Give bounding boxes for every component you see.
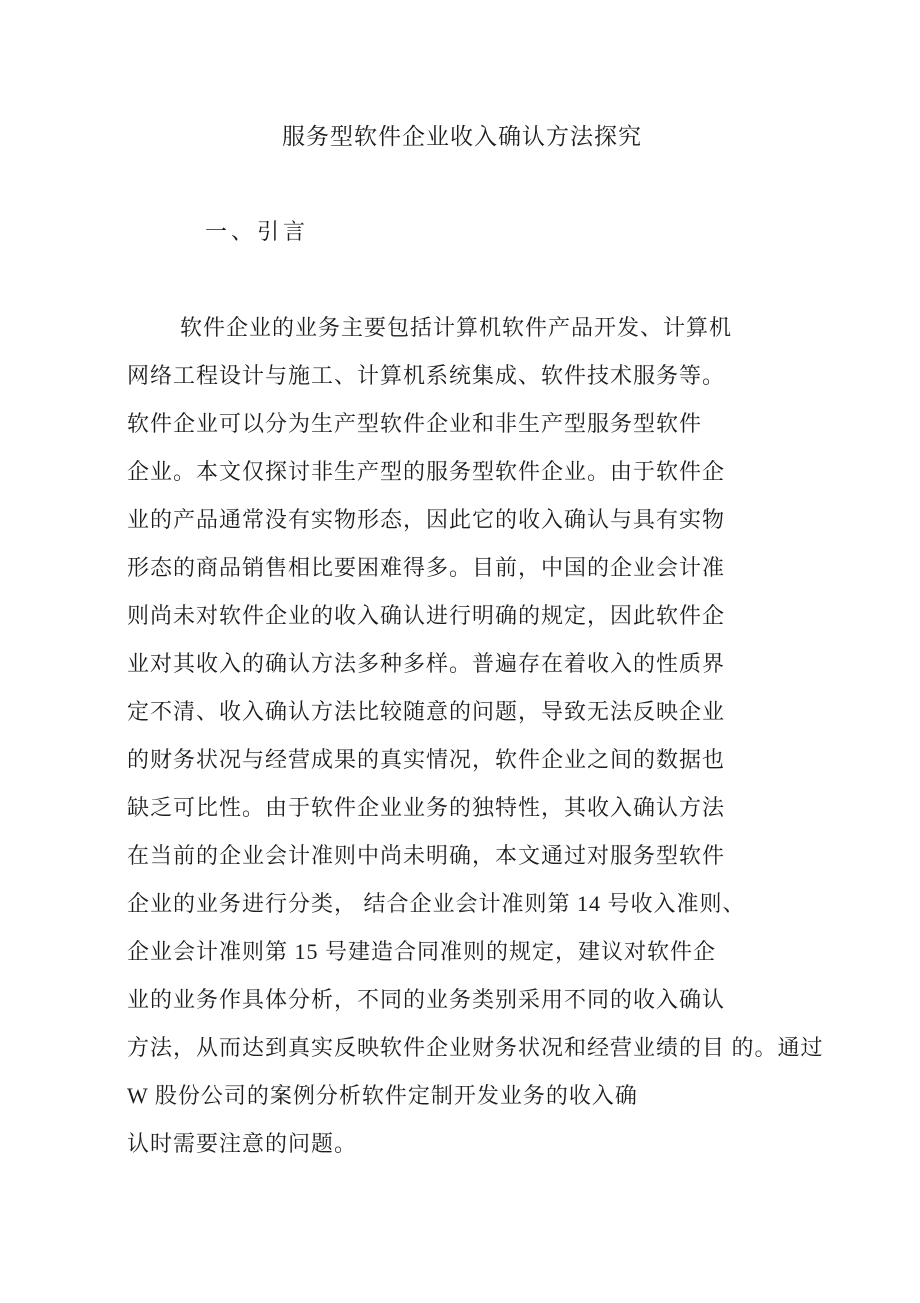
paragraph-line: 形态的商品销售相比要困难得多。目前，中国的企业会计准 (127, 554, 726, 580)
paragraph-line: 软件企业可以分为生产型软件企业和非生产型服务型软件 (127, 410, 703, 436)
paragraph-line: 业对其收入的确认方法多种多样。普遍存在着收入的性质界 (127, 650, 726, 676)
document-body (127, 110, 824, 1166)
paragraph-line: 企业。本文仅探讨非生产型的服务型软件企业。由于软件企 (127, 458, 726, 484)
paragraph-line: 的财务状况与经营成果的真实情况，软件企业之间的数据也 (127, 746, 726, 772)
blank-line (127, 254, 797, 302)
paragraph-line: 网络工程设计与施工、计算机系统集成、软件技术服务等。 (127, 362, 726, 388)
paragraph-line: 方法，从而达到真实反映软件企业财务状况和经营业绩的目 的。通过 (127, 1034, 824, 1060)
paragraph-line: 定不清、收入确认方法比较随意的问题，导致无法反映企业 (127, 698, 726, 724)
paragraph-line: 企业会计准则第 15 号建造合同准则的规定，建议对软件企 (127, 938, 717, 964)
paragraph-line: 软件企业的业务主要包括计算机软件产品开发、计算机 (180, 314, 733, 340)
paragraph-line: 认时需要注意的问题。 (127, 1130, 358, 1156)
section-heading: 一、引言 (205, 218, 310, 244)
paragraph-line: 在当前的企业会计准则中尚未明确，本文通过对服务型软件 (127, 842, 726, 868)
paragraph-line: W 股份公司的案例分析软件定制开发业务的收入确 (127, 1082, 638, 1108)
paragraph-line: 业的业务作具体分析，不同的业务类别采用不同的收入确认 (127, 986, 726, 1012)
blank-line (127, 158, 797, 206)
document-title: 服务型软件企业收入确认方法探究 (282, 123, 642, 149)
paragraph-line: 企业的业务进行分类， 结合企业会计准则第 14 号收入准则、 (127, 890, 746, 916)
paragraph-line: 缺乏可比性。由于软件企业业务的独特性，其收入确认方法 (127, 794, 726, 820)
paragraph-line: 则尚未对软件企业的收入确认进行明确的规定，因此软件企 (127, 602, 726, 628)
paragraph-line: 业的产品通常没有实物形态，因此它的收入确认与具有实物 (127, 506, 726, 532)
